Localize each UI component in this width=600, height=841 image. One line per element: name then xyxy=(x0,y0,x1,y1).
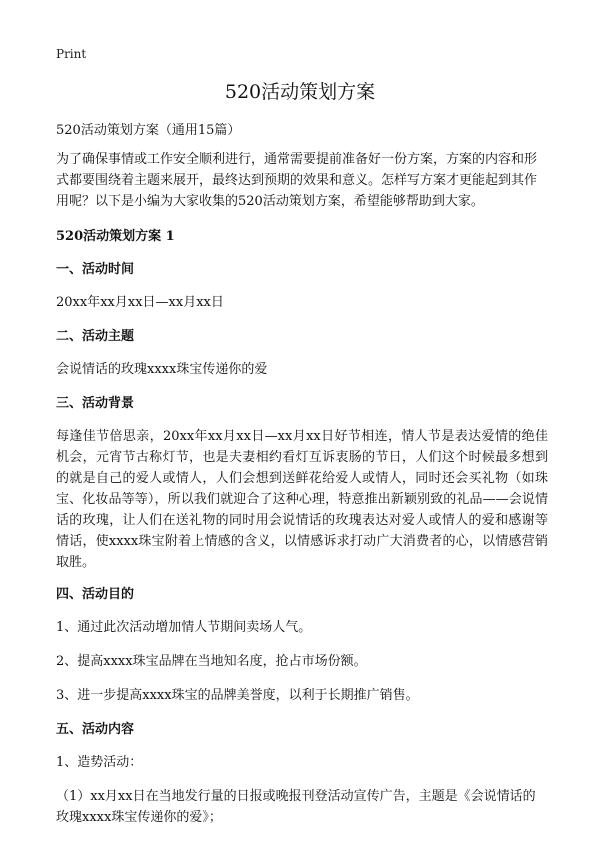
intro-paragraph: 为了确保事情或工作安全顺利进行，通常需要提前准备好一份方案，方案的内容和形式都要围绕着主题来展开，最终达到预期的效果和意义。怎样写方案才更能起到其作用呢？以下是小编为大家收集的520活动策划方案，希望能够帮助到大家。 xyxy=(56,152,538,209)
goal-item: 1、通过此次活动增加情人节期间卖场人气。 xyxy=(56,620,312,635)
section-heading-theme: 二、活动主题 xyxy=(56,329,135,344)
section-heading-content: 五、活动内容 xyxy=(56,722,135,737)
section-text-background: 每逢佳节倍思亲，20xx年xx月xx日—xx月xx日好节相连，情人节是表达爱情的绝佳机会，元宵节古称灯节，也是夫妻相约看灯互诉衷肠的节日，人们这个时候最多想到的就是自己的爱人或情人，人们会想到送鲜花给爱人或情人，同时还会买礼物（如珠宝、化妆品等等），所以我们就迎合了这种心理，特意推出新颖别致的礼品——会说情话的玫瑰，让人们在送礼物的同时用会说情话的玫瑰表达对爱人或情人的爱和感谢等情话，使xxxx珠宝附着上情感的含义，以情感诉求打动广大消费者的心，以情感营销取胜。 xyxy=(56,429,548,570)
section-heading-background: 三、活动背景 xyxy=(56,396,135,411)
section-text-time: 20xx年xx月xx日—xx月xx日 xyxy=(56,295,224,310)
goal-item: 2、提高xxxx珠宝品牌在当地知名度，抢占市场份额。 xyxy=(56,654,367,669)
section-heading-time: 一、活动时间 xyxy=(56,262,135,277)
content-item-detail: （1）xx月xx日在当地发行量的日报或晚报刊登活动宣传广告，主题是《会说情话的玫瑰xxxx珠宝传递你的爱》； xyxy=(56,789,536,825)
document-subtitle: 520活动策划方案（通用15篇） xyxy=(56,123,241,138)
goal-item: 3、进一步提高xxxx珠宝的品牌美誉度，以利于长期推广销售。 xyxy=(56,688,419,703)
content-item: 1、造势活动： xyxy=(56,755,143,770)
document-body xyxy=(56,120,548,841)
print-link[interactable]: Print xyxy=(56,47,87,61)
document-title: 520活动策划方案 xyxy=(224,81,376,103)
section-heading-goal: 四、活动目的 xyxy=(56,587,135,602)
section-text-theme: 会说情话的玫瑰xxxx珠宝传递你的爱 xyxy=(56,362,268,377)
plan-heading: 520活动策划方案 1 xyxy=(56,229,175,244)
